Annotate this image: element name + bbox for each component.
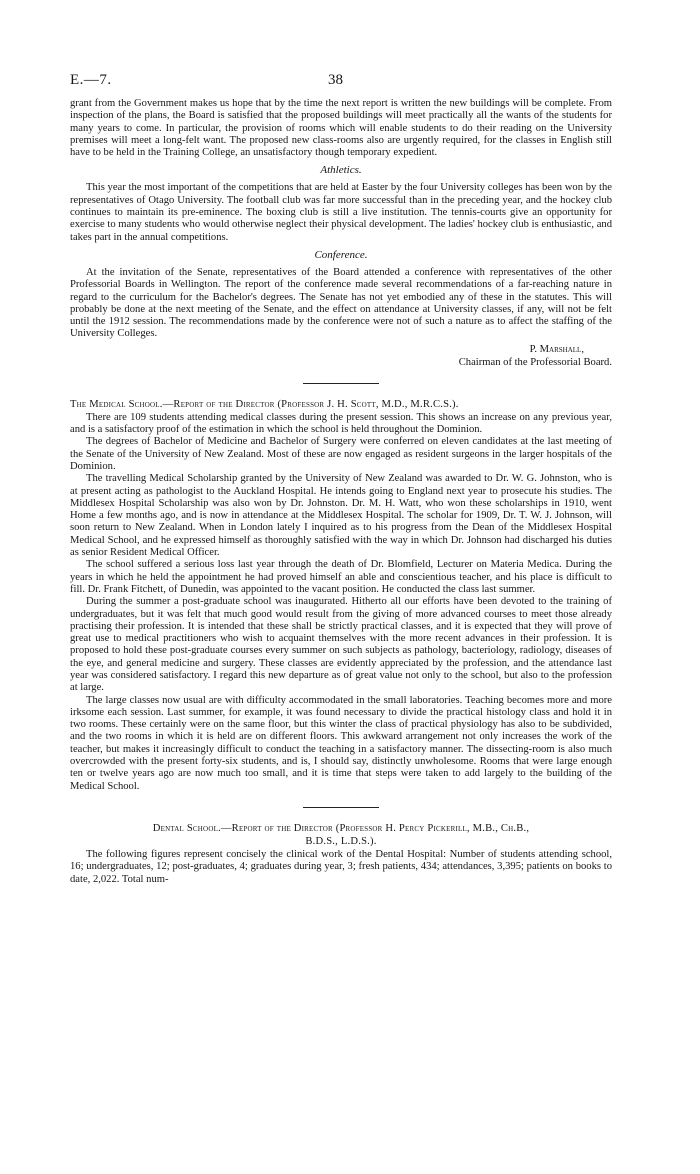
body-paragraph: The following figures represent concisely the clinical work of the Dental Hospital: Number of students attending school, 16; undergraduates, 12; post-graduates, 4; graduates during year, 3; fresh patients, 434; attendances, 3,395; patients on books to date, 2,022. Total num- <box>70 848 612 885</box>
body-paragraph: This year the most important of the competitions that are held at Easter by the four University colleges has been won by the representatives of Otago University. The football club was far more successful than in the preceding year, and the hockey club continues to maintain its pre-eminence. The boxing club is still a live institution. The tennis-courts give an opportunity for exercise to many students who would otherwise neglect their physical development. The ladies' hockey club is enthusiastic, and takes part in the annual competitions. <box>70 182 612 243</box>
signatory-name: P. Marshall, <box>529 343 584 355</box>
body-paragraph: The travelling Medical Scholarship granted by the University of New Zealand was awarded to Dr. W. G. Johnston, who is at present acting as pathologist to the Auckland Hospital. He intends going to England next year to prosecute his studies. The Middlesex Hospital Scholarship was also won by Dr. Johnston. Dr. M. H. Watt, who won these scholarships in 1910, went Home a few months ago, and is now in attendance at the Middlesex Hospital. The scholar for 1909, Dr. T. W. J. Johnson, will soon return to New Zealand. When in London lately I inquired as to his progress from the Dean of the Middlesex Hospital Medical School, and he expressed himself as thoroughly satisfied with the way in which Dr. Johnson had discharged his duties as senior Resident Medical Officer. <box>70 473 612 559</box>
signature-block <box>70 343 612 369</box>
dental-school-heading-line1: Dental School.—Report of the Director (Professor H. Percy Pickerill, M.B., Ch.B., <box>152 822 530 834</box>
series-label: E.—7. <box>70 72 112 88</box>
body-paragraph: The degrees of Bachelor of Medicine and Bachelor of Surgery were conferred on eleven candidates at the last meeting of the Senate of the University of New Zealand. Most of these are now engaged as resident surgeons in the larger hospitals of the Dominion. <box>70 436 612 472</box>
body-paragraph: The school suffered a serious loss last year through the death of Dr. Blomfield, Lecturer on Materia Medica. During the years in which he held the appointment he had proved himself an able and conscientious teacher, and his place is difficult to fill. Dr. Frank Fitchett, of Dunedin, was appointed to the vacant position. He conducted the class last summer. <box>70 559 612 595</box>
conference-heading: Conference. <box>314 248 368 261</box>
section-divider <box>303 383 379 384</box>
body-paragraph: The large classes now usual are with difficulty accommodated in the small laboratories. Teaching becomes more and more irksome each session. Last summer, for example, it was found necessary to divide the practical histology class and hold it in two rooms. These certainly were on the same floor, but this winter the class of practical physiology has also to be subdivided, and the two rooms in which it is held are on different floors. This awkward arrangement not only increases the work of the teacher, but makes it increasingly difficult to conduct the teaching in a satisfactory manner. The dissecting-room is also much overcrowded with the present forty-six students, and is, I should say, distinctly unwholesome. Rooms that were large enough ten or twelve years ago are now much too small, and it is time that steps were taken to add largely to the building of the Medical School. <box>70 694 612 792</box>
body-paragraph: During the summer a post-graduate school was inaugurated. Hitherto all our efforts have been devoted to the training of undergraduates, but it was felt that much good would result from the giving of more advanced courses to meet those already practising their profession. It is intended that these shall be strictly practical classes, and it is expected that they will prove of great use to medical practitioners who wish to acquaint themselves with the more recent advances in their profession. It is proposed to hold these post-graduate courses every summer on such subjects as pathology, bacteriology, radiology, diseases of the eye, and general medicine and surgery. These classes are evidently appreciated by the profession, and the attendance last year was considered satisfactory. I regard this new departure as of great value not only to the school, but also to the profession at large. <box>70 596 612 694</box>
dental-school-heading-line2: B.D.S., L.D.S.). <box>305 835 377 847</box>
medical-school-section <box>70 398 612 793</box>
body-paragraph: There are 109 students attending medical classes during the present session. This shows an increase on any previous year, and is a satisfactory proof of the estimation in which the school is held throughout the Dominion. <box>70 411 612 436</box>
body-paragraph: At the invitation of the Senate, representatives of the Board attended a conference with representatives of the other Professorial Boards in Wellington. The report of the conference made several recommendations of a far-reaching nature in regard to the curriculum for the Bachelor's degrees. The Senate has not yet embodied any of these in the statutes. This will probably be done at the next meeting of the Senate, and the effect on attendance at University classes, if any, will not be felt until the 1912 session. The recommendations made by the conference were not of such a nature as to affect the staffing of the University Colleges. <box>70 266 612 340</box>
page-header <box>70 72 612 98</box>
athletics-heading: Athletics. <box>320 164 362 177</box>
medical-school-heading: The Medical School.—Report of the Director (Professor J. H. Scott, M.D., M.R.C.S.). <box>70 398 459 410</box>
section-divider <box>303 807 379 808</box>
signatory-title: Chairman of the Professorial Board. <box>458 356 612 368</box>
dental-school-heading <box>70 822 612 848</box>
body-paragraph: grant from the Government makes us hope that by the time the next report is written the new buildings will be complete. From inspection of the plans, the Board is satisfied that the proposed buildings will meet practically all the wants of the students for many years to come. In particular, the provision of rooms which will enable students to do their reading on the University premises will meet a long-felt want. The proposed new class-rooms also are urgently required, for the classes in English still have to be held in the Training College, an unsatisfactory though temporary expedient. <box>70 98 612 159</box>
professorial-board-section <box>70 98 612 369</box>
page-number: 38 <box>328 72 343 88</box>
dental-school-section <box>70 822 612 886</box>
